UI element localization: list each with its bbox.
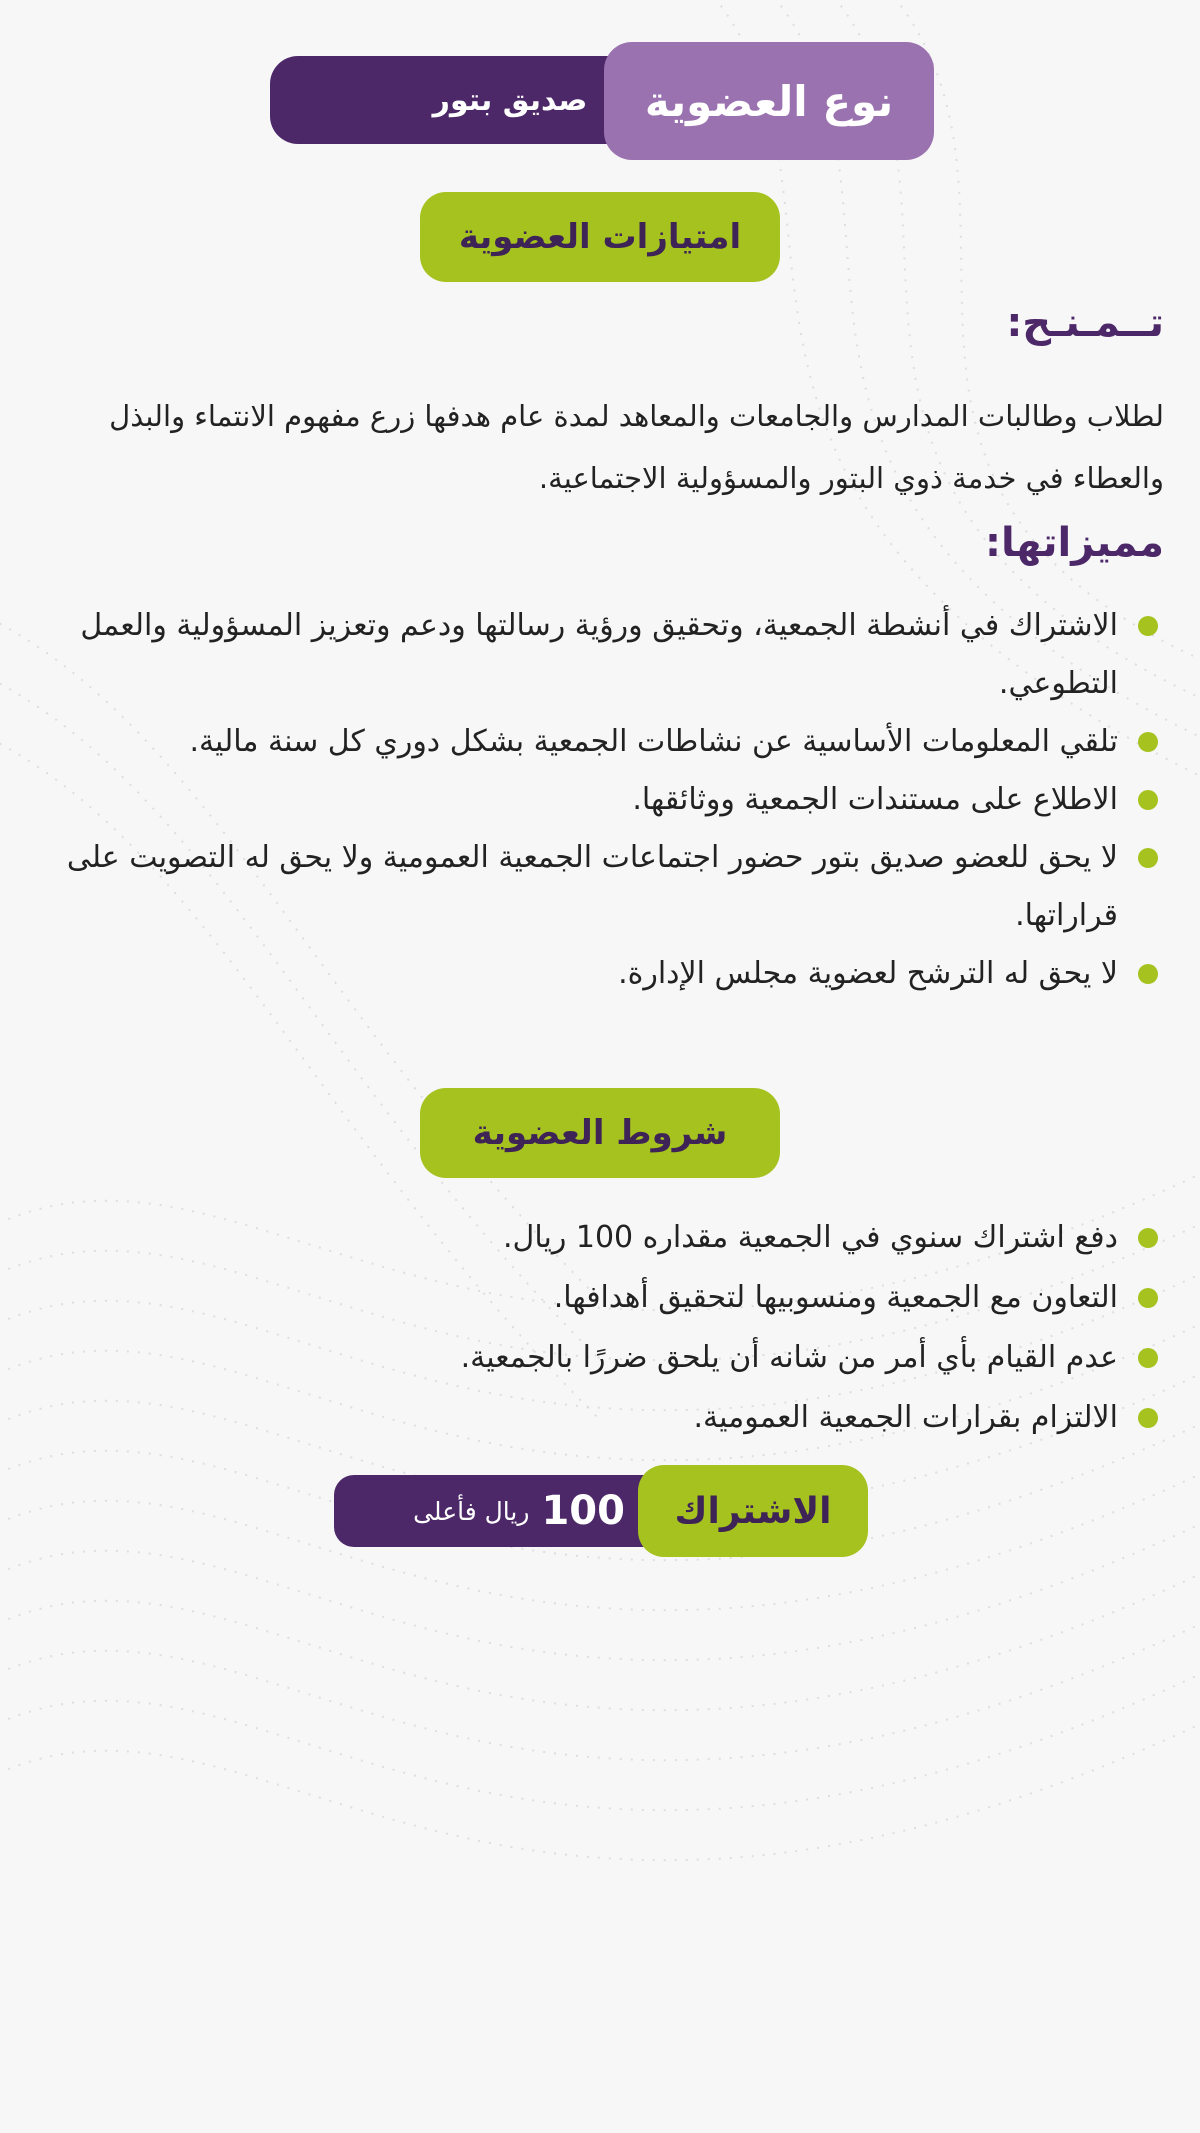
feature-item: الاشتراك في أنشطة الجمعية، وتحقيق ورؤية رسالتها ودعم وتعزيز المسؤولية والعمل التطوعي.	[34, 597, 1164, 713]
feature-item: الاطلاع على مستندات الجمعية ووثائقها.	[34, 771, 1164, 829]
subscription-unit: ريال فأعلى	[413, 1496, 530, 1526]
features-list	[34, 597, 1164, 1003]
membership-benefits-button[interactable]: امتيازات العضوية	[420, 192, 780, 282]
feature-item: لا يحق للعضو صديق بتور حضور اجتماعات الجمعية العمومية ولا يحق له التصويت على قراراتها.	[34, 829, 1164, 945]
subscribe-button[interactable]: الاشتراك	[638, 1465, 868, 1557]
subscription-amount: 100	[541, 1488, 625, 1534]
membership-type-value: صديق بتور	[270, 56, 710, 144]
feature-item: تلقي المعلومات الأساسية عن نشاطات الجمعية بشكل دوري كل سنة مالية.	[34, 713, 1164, 771]
condition-item: دفع اشتراك سنوي في الجمعية مقداره 100 ريال.	[34, 1208, 1164, 1268]
features-heading: مميزاتها:	[985, 520, 1164, 566]
membership-conditions-button[interactable]: شروط العضوية	[420, 1088, 780, 1178]
condition-item: عدم القيام بأي أمر من شانه أن يلحق ضررًا بالجمعية.	[34, 1328, 1164, 1388]
condition-item: الالتزام بقرارات الجمعية العمومية.	[34, 1388, 1164, 1448]
membership-type-pill	[270, 42, 934, 160]
conditions-list	[34, 1208, 1164, 1448]
membership-type-label: نوع العضوية	[604, 42, 934, 160]
subscription-pill[interactable]	[334, 1465, 868, 1557]
condition-item: التعاون مع الجمعية ومنسوبيها لتحقيق أهدافها.	[34, 1268, 1164, 1328]
grants-heading: تــمـنـح:	[1006, 300, 1164, 346]
subscription-price	[334, 1475, 674, 1547]
grants-description: لطلاب وطالبات المدارس والجامعات والمعاهد لمدة عام هدفها زرع مفهوم الانتماء والبذل والعطاء في خدمة ذوي البتور والمسؤولية الاجتماعية.	[109, 399, 1164, 495]
feature-item: لا يحق له الترشح لعضوية مجلس الإدارة.	[34, 945, 1164, 1003]
